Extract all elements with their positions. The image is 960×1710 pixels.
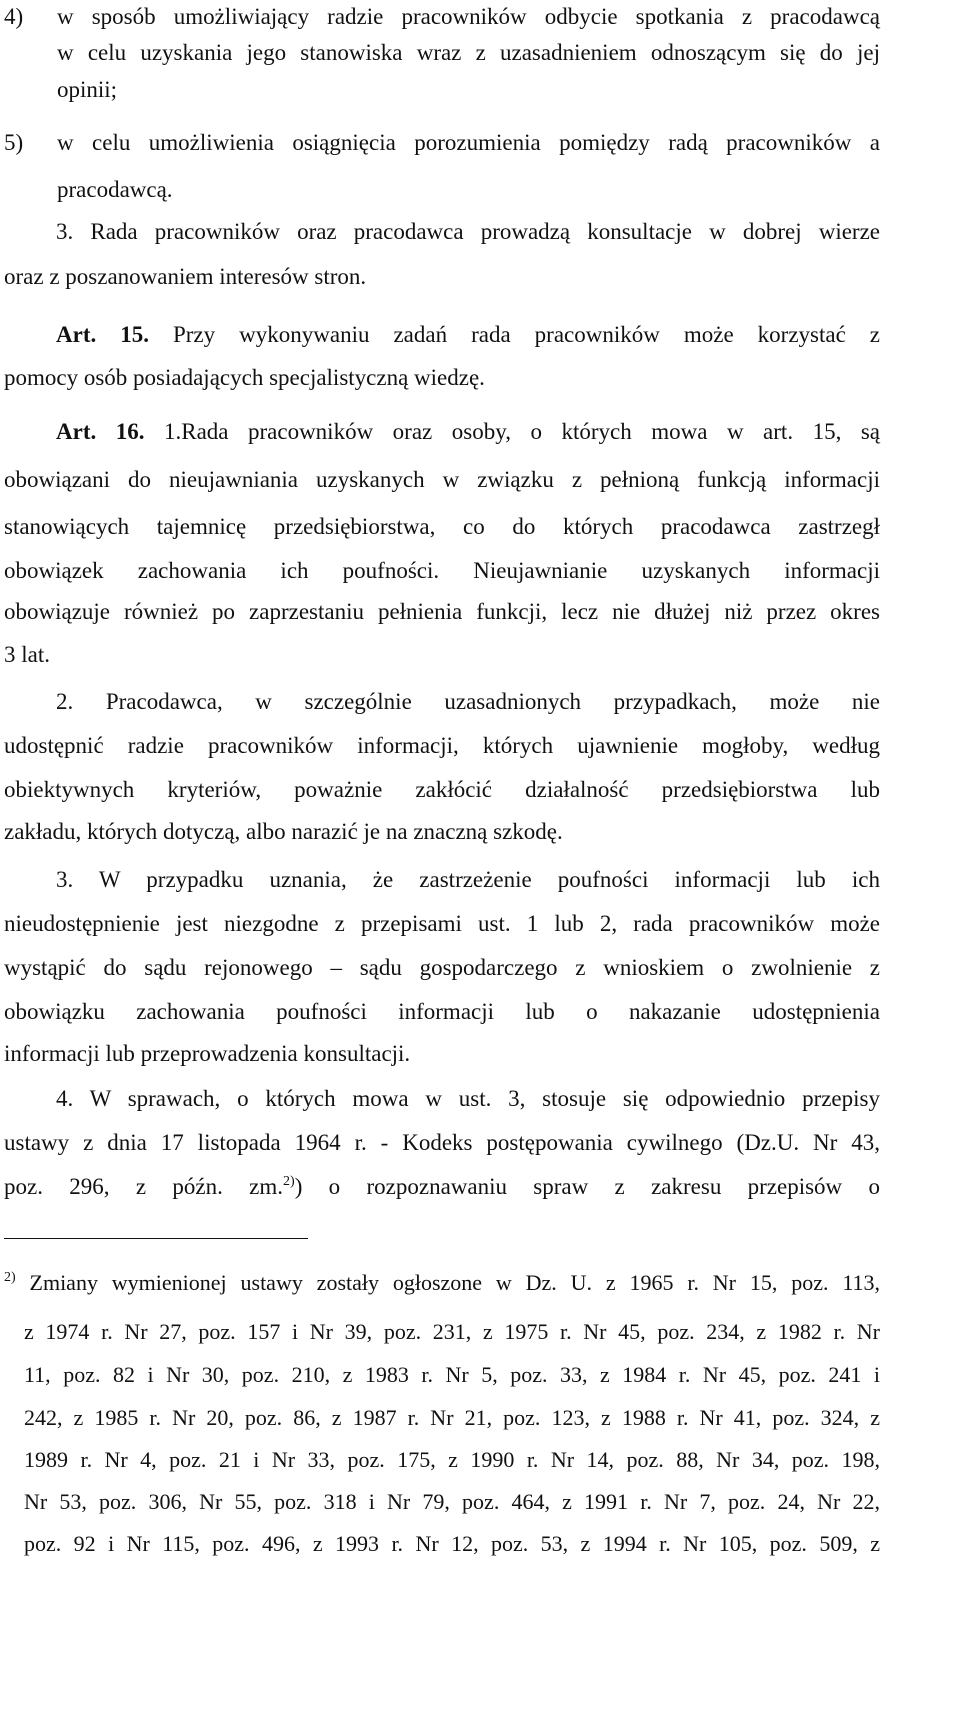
text-line: [4, 1270, 880, 1296]
text-line: 1989 r. Nr 4, poz. 21 i Nr 33, poz. 175, z 1990 r. Nr 14, poz. 88, Nr 34, poz. 198,: [24, 1447, 880, 1472]
text-span: Zmiany wymienionej ustawy zostały ogłoszone w Dz. U. z 1965 r. Nr 15, poz. 113,: [15, 1270, 880, 1295]
list-item-number: 4): [4, 4, 24, 29]
text-span: ) o rozpoznawaniu spraw z zakresu przepisów o: [294, 1174, 880, 1199]
text-line: obowiązani do nieujawniania uzyskanych w związku z pełnioną funkcją informacji: [4, 467, 880, 492]
text-line: [56, 419, 880, 445]
text-line: Nr 53, poz. 306, Nr 55, poz. 318 i Nr 79, poz. 464, z 1991 r. Nr 7, poz. 24, Nr 22,: [24, 1489, 880, 1514]
text-line: 242, z 1985 r. Nr 20, poz. 86, z 1987 r. Nr 21, poz. 123, z 1988 r. Nr 41, poz. 324, z: [24, 1405, 880, 1430]
text-line: ustawy z dnia 17 listopada 1964 r. - Kodeks postępowania cywilnego (Dz.U. Nr 43,: [4, 1130, 880, 1155]
text-line: z 1974 r. Nr 27, poz. 157 i Nr 39, poz. 231, z 1975 r. Nr 45, poz. 234, z 1982 r. Nr: [24, 1319, 880, 1344]
text-line: 2. Pracodawca, w szczególnie uzasadnionych przypadkach, może nie: [56, 689, 880, 714]
text-line: 3. Rada pracowników oraz pracodawca prowadzą konsultacje w dobrej wierze: [56, 219, 880, 244]
text-line: obowiązek zachowania ich poufności. Nieujawnianie uzyskanych informacji: [4, 558, 880, 583]
text-line: pracodawcą.: [57, 177, 173, 202]
text-line: [56, 322, 880, 348]
text-line: wystąpić do sądu rejonowego – sądu gospodarczego z wnioskiem o zwolnienie z: [4, 955, 880, 980]
text-line: informacji lub przeprowadzenia konsultacji.: [4, 1041, 411, 1066]
footnote-reference: 2): [283, 1174, 295, 1189]
article-label: Art. 15.: [56, 322, 149, 347]
text-line: stanowiących tajemnicę przedsiębiorstwa, co do których pracodawca zastrzegł: [4, 514, 880, 539]
text-span: Przy wykonywaniu zadań rada pracowników może korzystać z: [148, 322, 880, 347]
text-line: w sposób umożliwiający radzie pracowników odbycie spotkania z pracodawcą: [57, 4, 880, 29]
footnote-separator: [4, 1238, 308, 1239]
text-line: obiektywnych kryteriów, poważnie zakłócić działalność przedsiębiorstwa lub: [4, 777, 880, 802]
text-line: udostępnić radzie pracowników informacji, których ujawnienie mogłoby, według: [4, 733, 880, 758]
text-line: oraz z poszanowaniem interesów stron.: [4, 264, 367, 289]
text-line: poz. 92 i Nr 115, poz. 496, z 1993 r. Nr 12, poz. 53, z 1994 r. Nr 105, poz. 509, z: [24, 1531, 880, 1556]
article-label: Art. 16.: [56, 419, 145, 444]
list-item-number: 5): [4, 130, 24, 155]
text-line: 3. W przypadku uznania, że zastrzeżenie poufności informacji lub ich: [56, 867, 880, 892]
text-line: w celu uzyskania jego stanowiska wraz z uzasadnieniem odnoszącym się do jej: [57, 40, 880, 65]
text-line: zakładu, których dotyczą, albo narazić je na znaczną szkodę.: [4, 819, 563, 844]
text-line: obowiązku zachowania poufności informacji lub o nakazanie udostępnienia: [4, 999, 880, 1024]
text-line: opinii;: [57, 77, 118, 102]
footnote-marker: 2): [4, 1270, 16, 1285]
text-line: pomocy osób posiadających specjalistyczną wiedzę.: [4, 365, 485, 390]
text-line: 11, poz. 82 i Nr 30, poz. 210, z 1983 r. Nr 5, poz. 33, z 1984 r. Nr 45, poz. 241 i: [24, 1362, 880, 1387]
text-line: w celu umożliwienia osiągnięcia porozumienia pomiędzy radą pracowników a: [57, 130, 880, 155]
text-line: 3 lat.: [4, 642, 50, 667]
text-line: obowiązuje również po zaprzestaniu pełnienia funkcji, lecz nie dłużej niż przez okres: [4, 599, 880, 624]
text-line: nieudostępnienie jest niezgodne z przepisami ust. 1 lub 2, rada pracowników może: [4, 911, 880, 936]
text-line: 4. W sprawach, o których mowa w ust. 3, stosuje się odpowiednio przepisy: [56, 1086, 880, 1111]
text-line: [4, 1174, 880, 1200]
text-span: 1.Rada pracowników oraz osoby, o których mowa w art. 15, są: [144, 419, 880, 444]
text-span: poz. 296, z późn. zm.: [4, 1174, 284, 1199]
